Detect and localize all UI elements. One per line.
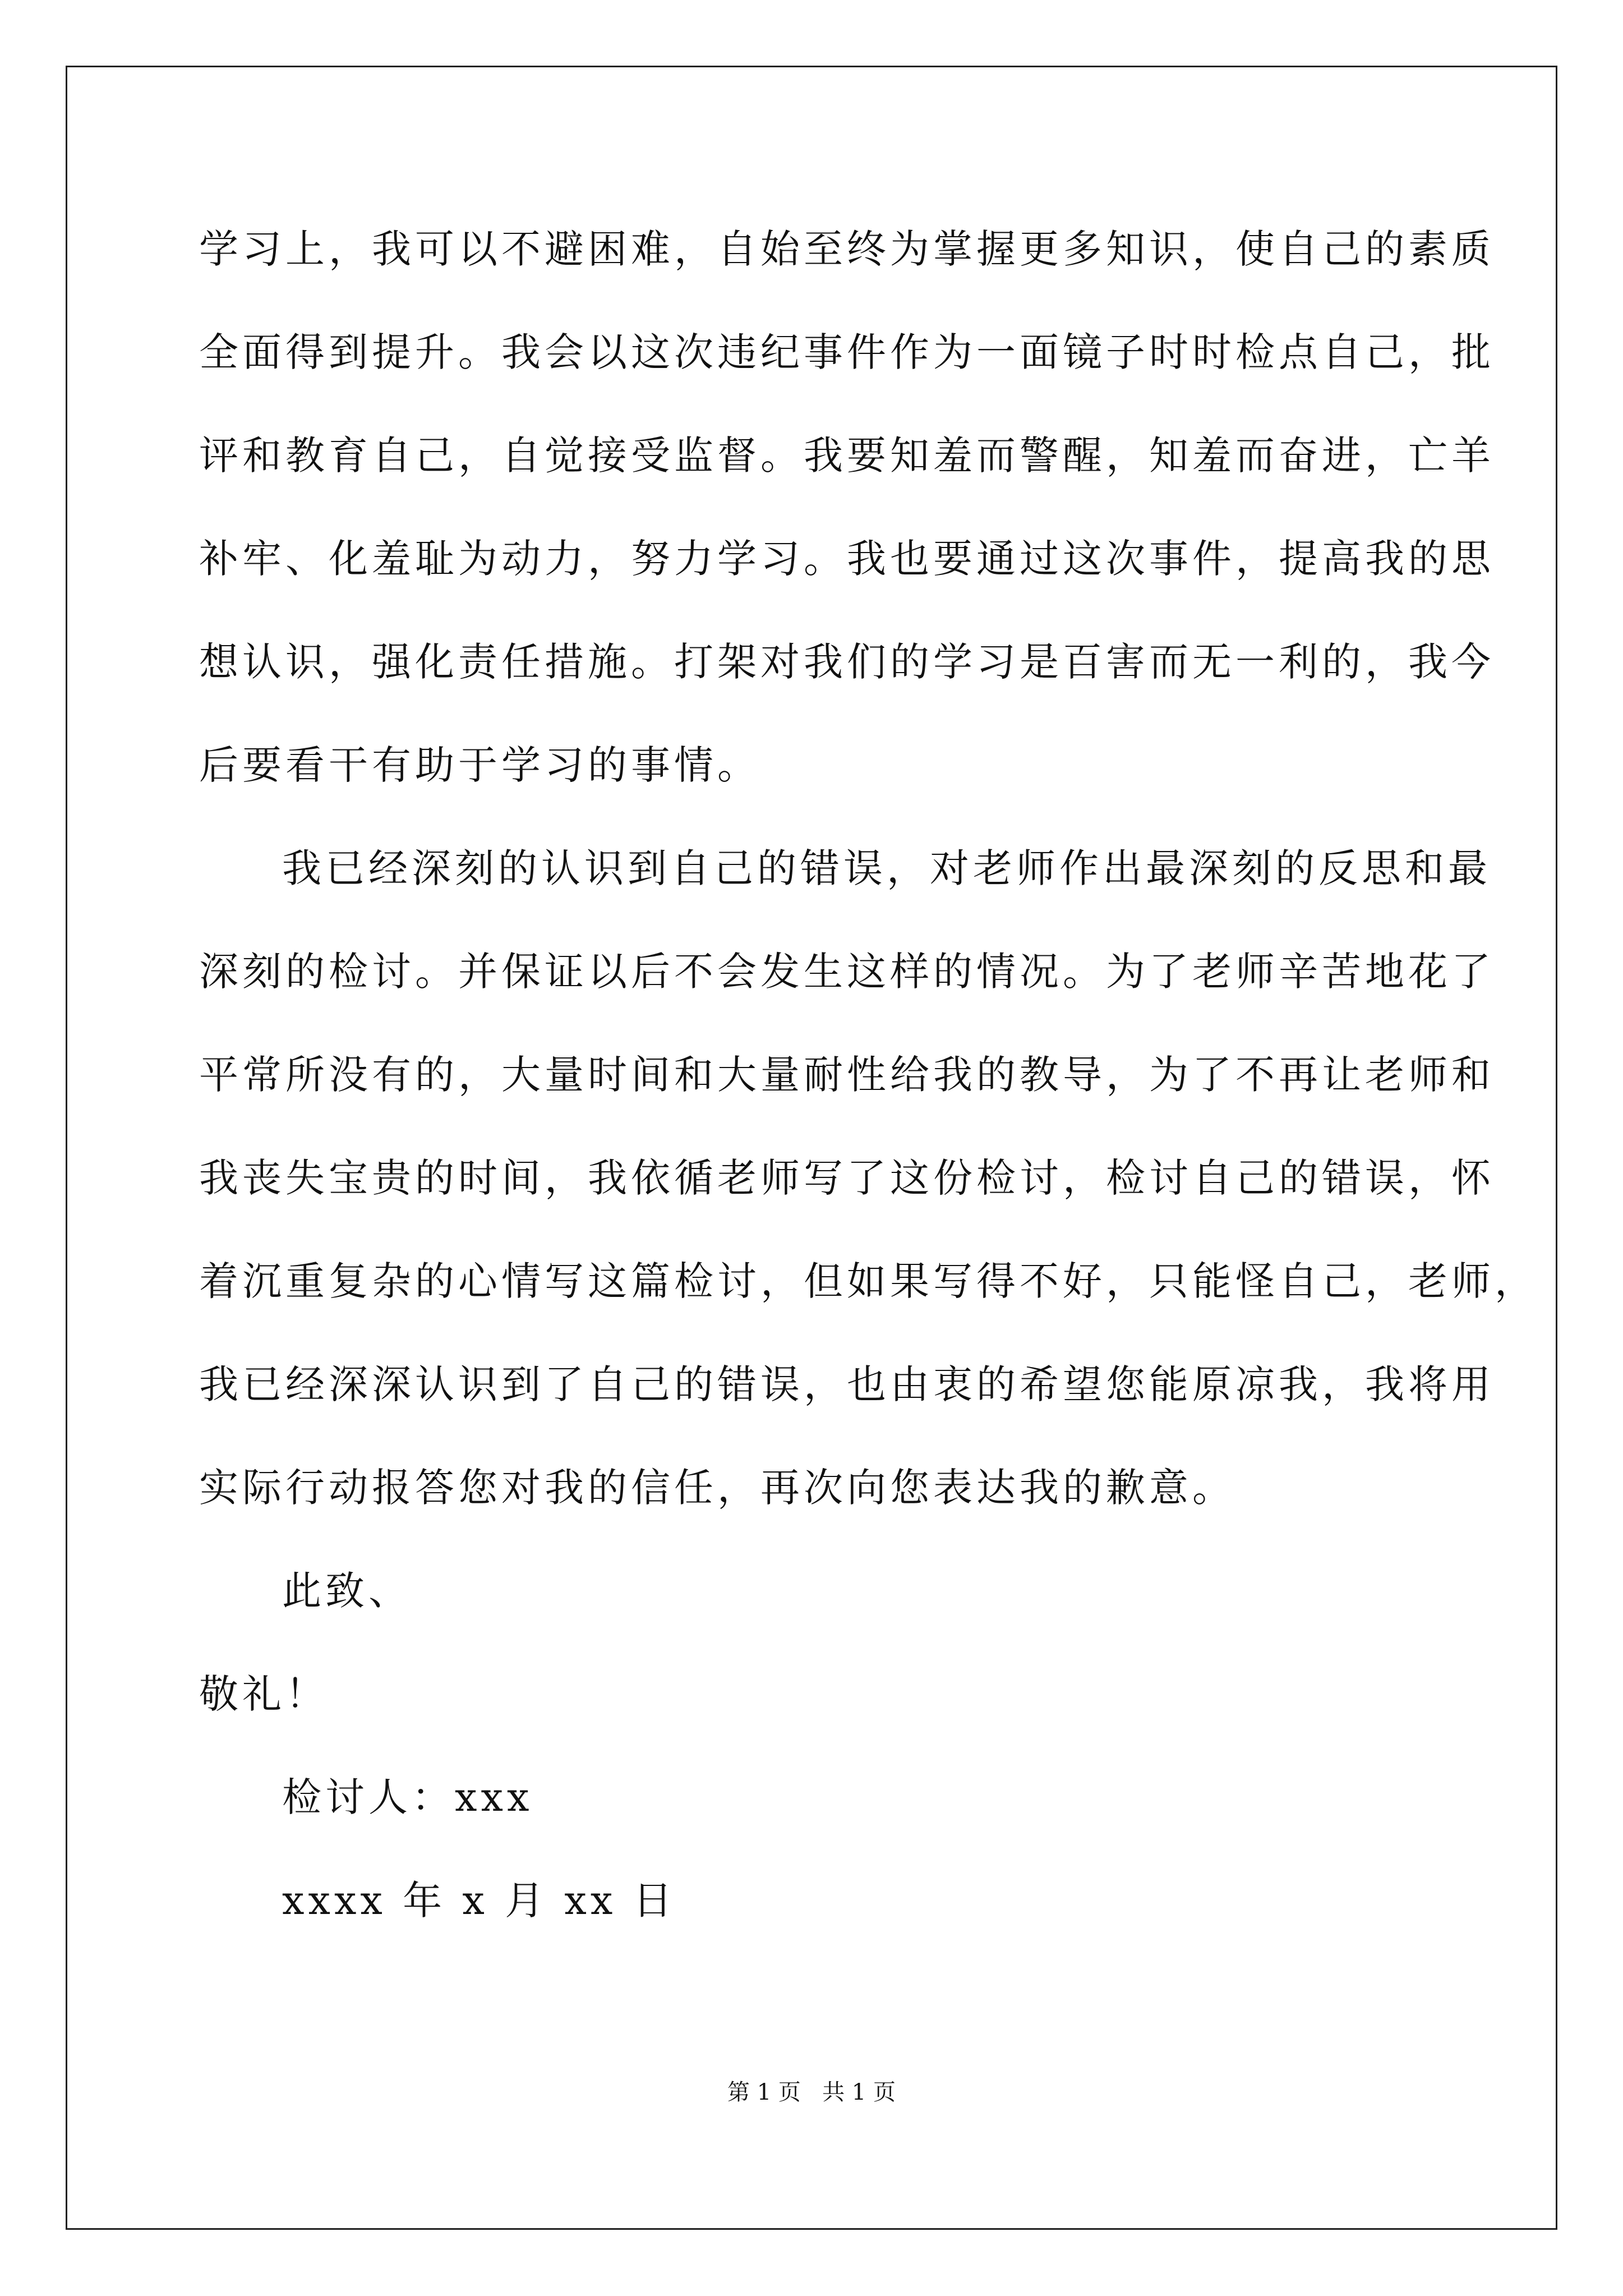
paragraph-2-line-4: 我丧失宝贵的时间，我依循老师写了这份检讨，检讨自己的错误，怀 [199,1155,1495,1201]
paragraph-2-line-7: 实际行动报答您对我的信任，再次向您表达我的歉意。 [199,1465,1235,1511]
signer-line: 检讨人：xxx [282,1774,533,1820]
closing-line: 此致、 [282,1568,412,1614]
paragraph-2-line-6: 我已经深深认识到了自己的错误，也由衷的希望您能原凉我，我将用 [199,1361,1495,1407]
paragraph-1-line-6: 后要看干有助于学习的事情。 [199,742,760,788]
paragraph-1-line-1: 学习上，我可以不避困难，自始至终为掌握更多知识，使自己的素质 [199,226,1495,272]
paragraph-2-line-3: 平常所没有的，大量时间和大量耐性给我的教导，为了不再让老师和 [199,1052,1495,1098]
paragraph-2-line-5: 着沉重复杂的心情写这篇检讨，但如果写得不好，只能怪自己，老师， [199,1258,1538,1304]
paragraph-2-line-1: 我已经深刻的认识到自己的错误，对老师作出最深刻的反思和最 [282,845,1491,891]
paragraph-2-line-2: 深刻的检讨。并保证以后不会发生这样的情况。为了老师辛苦地花了 [199,949,1495,995]
paragraph-1-line-3: 评和教育自己，自觉接受监督。我要知羞而警醒，知羞而奋进，亡羊 [199,432,1495,478]
paragraph-1-line-5: 想认识，强化责任措施。打架对我们的学习是百害而无一利的，我今 [199,639,1495,685]
paragraph-1-line-4: 补牢、化羞耻为动力，努力学习。我也要通过这次事件，提高我的思 [199,536,1495,582]
paragraph-1-line-2: 全面得到提升。我会以这次违纪事件作为一面镜子时时检点自己，批 [199,329,1495,375]
salute-line: 敬礼！ [199,1671,329,1717]
page-footer: 第 1 页 共 1 页 [727,2079,896,2105]
date-line: xxxx 年 x 月 xx 日 [282,1878,676,1924]
